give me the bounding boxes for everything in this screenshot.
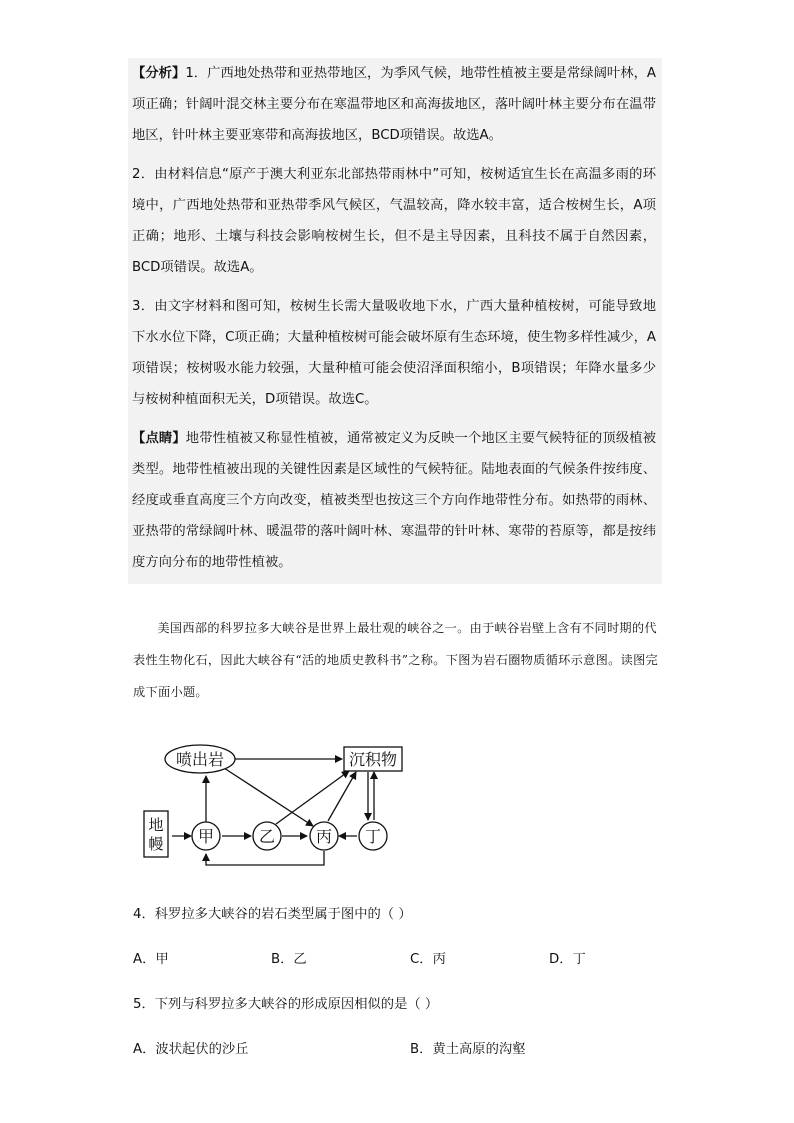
analysis-tag: 【分析】 bbox=[132, 66, 186, 81]
question-4-stem: 4．科罗拉多大峡谷的岩石类型属于图中的（ ） bbox=[133, 907, 412, 922]
arrow-bing-jia bbox=[206, 851, 324, 865]
chenji-label: 沉积物 bbox=[348, 750, 398, 769]
rock-cycle-diagram bbox=[128, 738, 408, 873]
bing-label: 丙 bbox=[315, 827, 333, 846]
analysis-block bbox=[128, 58, 662, 584]
q4-option-a[interactable]: A．甲 bbox=[133, 952, 169, 967]
q4-option-c[interactable]: C．丙 bbox=[410, 952, 446, 967]
analysis-paragraph-1 bbox=[132, 58, 656, 151]
analysis-text-1: 1．广西地处热带和亚热带地区，为季风气候，地带性植被主要是常绿阔叶林，A项正确；针阔叶混交林主要分布在寒温带地区和高海拔地区，落叶阔叶林主要分布在温带地区，针叶林主要亚寒带和高海拔地区，BCD项错误。故选A。 bbox=[132, 66, 656, 143]
arrow-penchu-bing bbox=[224, 768, 313, 826]
analysis-paragraph-2: 2．由材料信息“原产于澳大利亚东北部热带雨林中”可知，桉树适宜生长在高温多雨的环境中，广西地处热带和亚热带季风气候区，气温较高，降水较丰富，适合桉树生长，A项正确；地形、土壤与科技会影响桉树生长，但不是主导因素，且科技不属于自然因素，BCD项错误。故选A。 bbox=[132, 167, 656, 275]
yi-label: 乙 bbox=[258, 827, 276, 846]
q5-option-b[interactable]: B．黄土高原的沟壑 bbox=[410, 1042, 526, 1057]
diman-char-1: 地 bbox=[148, 816, 164, 834]
q4-option-b[interactable]: B．乙 bbox=[271, 952, 307, 967]
arrow-bing-chenji bbox=[328, 772, 356, 821]
tip-paragraph bbox=[132, 423, 656, 578]
material-paragraph: 美国西部的科罗拉多大峡谷是世界上最壮观的峡谷之一。由于峡谷岩壁上含有不同时期的代表性生物化石，因此大峡谷有“活的地质史教科书”之称。下图为岩石圈物质循环示意图。读图完成下面小题。 bbox=[133, 621, 659, 699]
analysis-paragraph-3: 3．由文字材料和图可知，桉树生长需大量吸收地下水，广西大量种植桉树，可能导致地下水水位下降，C项正确；大量种植桉树可能会破坏原有生态环境，使生物多样性减少，A项错误；桉树吸水能力较强，大量种植可能会使沼泽面积缩小，B项错误；年降水量多少与桉树种植面积无关，D项错误。故选C。 bbox=[132, 299, 656, 407]
material-text bbox=[133, 612, 661, 708]
diman-label bbox=[148, 816, 163, 853]
penchu-label: 喷出岩 bbox=[175, 750, 225, 769]
tip-text: 地带性植被又称显性植被，通常被定义为反映一个地区主要气候特征的顶级植被类型。地带性植被出现的关键性因素是区域性的气候特征。陆地表面的气候条件按纬度、经度或垂直高度三个方向改变，植被类型也按这三个方向作地带性分布。如热带的雨林、亚热带的常绿阔叶林、暖温带的落叶阔叶林、寒温带的针叶林、寒带的苔原等，都是按纬度方向分布的地带性植被。 bbox=[132, 431, 657, 570]
q5-option-a[interactable]: A．波状起伏的沙丘 bbox=[133, 1042, 249, 1057]
question-5-stem: 5．下列与科罗拉多大峡谷的形成原因相似的是（ ） bbox=[133, 997, 439, 1012]
ding-label: 丁 bbox=[364, 827, 382, 846]
q4-option-d[interactable]: D．丁 bbox=[549, 952, 586, 967]
tip-tag: 【点睛】 bbox=[132, 431, 186, 446]
jia-label: 甲 bbox=[197, 827, 215, 846]
arrow-yi-chenji bbox=[276, 771, 349, 824]
diman-char-2: 幔 bbox=[148, 835, 164, 853]
